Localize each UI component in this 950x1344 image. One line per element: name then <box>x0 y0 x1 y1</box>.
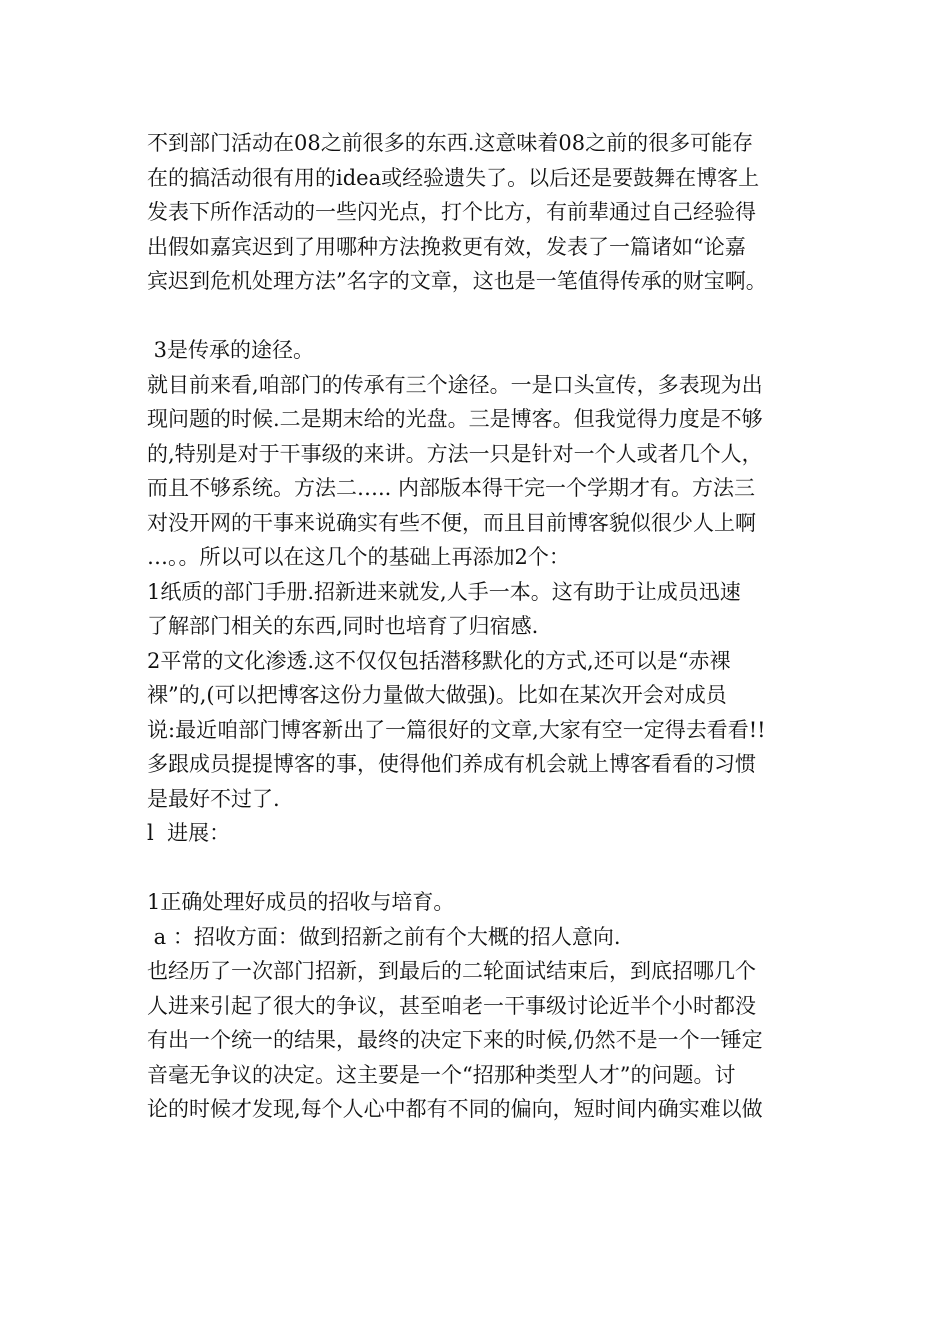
blank-line <box>147 299 847 334</box>
document-body <box>147 126 847 1127</box>
list-item-text: 1纸质的部门手册.招新进来就发,人手一本。这有助于让成员迅速 <box>147 579 741 604</box>
text-line: 裸”的,(可以把博客这份力量做大做强)。比如在某次开会对成员 <box>147 683 727 707</box>
text-line: 对没开网的干事来说确实有些不便，而且目前博客貌似很少人上啊 <box>147 510 756 535</box>
text-line: 就目前来看,咱部门的传承有三个途径。一是口头宣传，多表现为出 <box>147 372 763 397</box>
text-line: 人进来引起了很大的争议，甚至咱老一干事级讨论近半个小时都没 <box>147 993 756 1018</box>
text-line: 不到部门活动在08之前很多的东西.这意味着08之前的很多可能存 <box>147 131 754 155</box>
section-heading: l 进展： <box>147 821 231 845</box>
text-line: 说:最近咱部门博客新出了一篇很好的文章,大家有空一定得去看看!! <box>147 717 766 742</box>
text-line: 音毫无争议的决定。这主要是一个“招那种类型人才”的问题。讨 <box>147 1062 736 1087</box>
text-line: 现问题的时候.二是期末给的光盘。三是博客。但我觉得力度是不够 <box>147 407 763 431</box>
text-line: 是最好不过了. <box>147 786 280 811</box>
text-line: …。。所以可以在这几个的基础上再添加2个： <box>147 545 570 569</box>
text-line: 宾迟到危机处理方法”名字的文章，这也是一笔值得传承的财宝啊。 <box>147 269 767 293</box>
text-line: 出假如嘉宾迟到了用哪种方法挽救更有效，发表了一篇诸如“论嘉 <box>147 234 746 259</box>
list-item-text: 2平常的文化渗透.这不仅仅包括潜移默化的方式,还可以是“赤裸 <box>147 648 731 673</box>
text-line: 有出一个统一的结果，最终的决定下来的时候,仍然不是一个一锤定 <box>147 1028 763 1052</box>
text-line: 也经历了一次部门招新，到最后的二轮面试结束后，到底招哪几个 <box>147 959 756 983</box>
text-line: 而且不够系统。方法二….. 内部版本得干完一个学期才有。方法三 <box>147 476 756 500</box>
text-line: 的,特别是对于干事级的来讲。方法一只是针对一个人或者几个人， <box>147 441 763 466</box>
subsection-heading: 1正确处理好成员的招收与培育。 <box>147 890 455 914</box>
section-heading: 3是传承的途径。 <box>147 338 315 362</box>
text-line: 论的时候才发现,每个人心中都有不同的偏向，短时间内确实难以做 <box>147 1097 763 1121</box>
text-line: 多跟成员提提博客的事，使得他们养成有机会就上博客看看的习惯 <box>147 752 756 776</box>
subsection-heading: a ：招收方面：做到招新之前有个大概的招人意向. <box>147 924 621 949</box>
text-line: 了解部门相关的东西,同时也培育了归宿感. <box>147 614 539 638</box>
blank-line <box>147 851 847 886</box>
text-line: 发表下所作活动的一些闪光点，打个比方，有前辈通过自己经验得 <box>147 200 756 224</box>
text-line: 在的搞活动很有用的idea或经验遗失了。以后还是要鼓舞在博客上 <box>147 165 760 190</box>
